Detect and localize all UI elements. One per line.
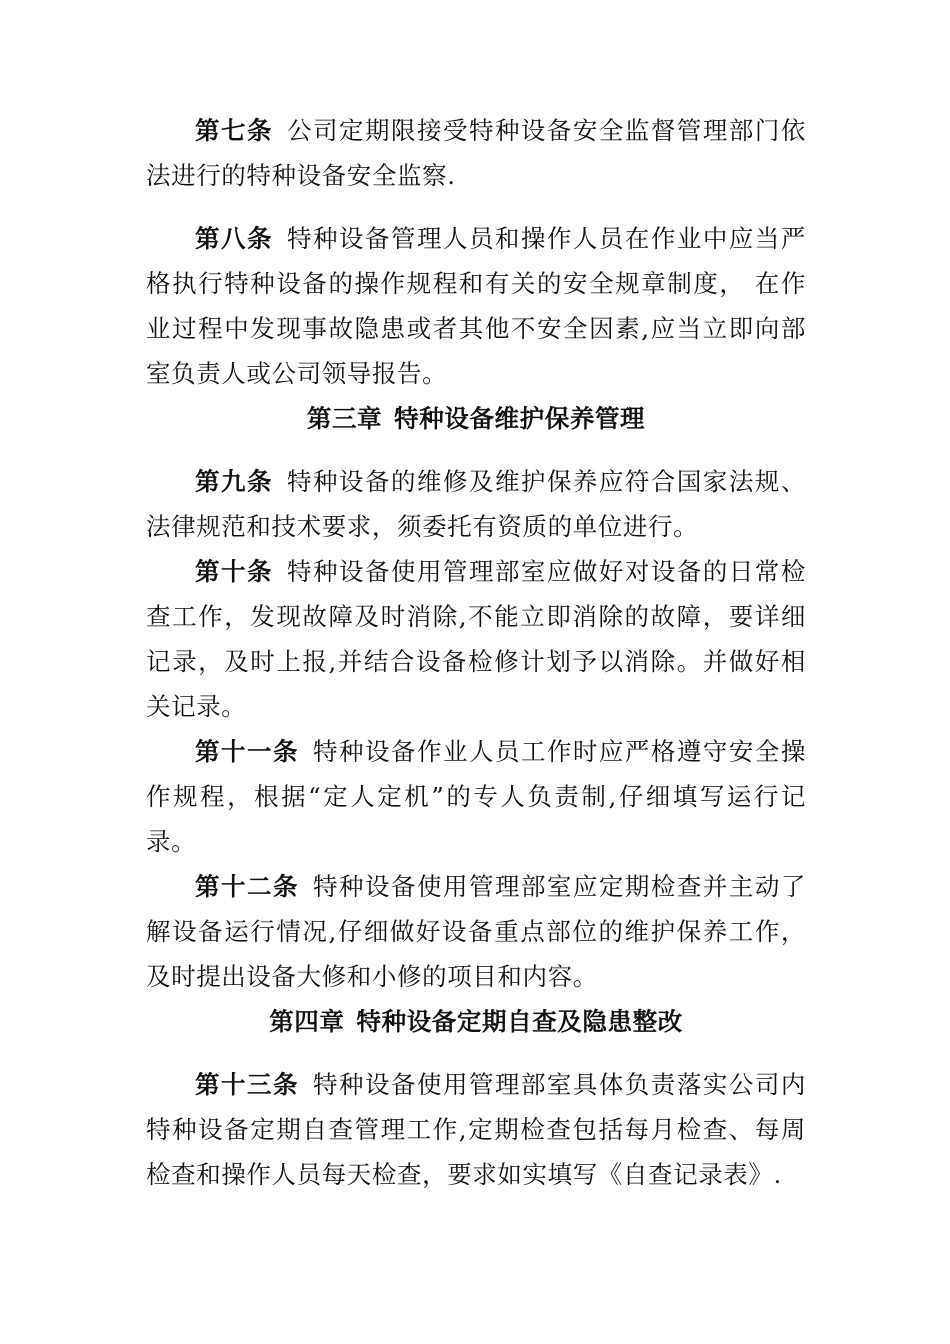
article-7 bbox=[146, 108, 806, 198]
article-12 bbox=[146, 864, 806, 999]
article-number: 第十二条 bbox=[195, 872, 299, 901]
article-text: 特种设备作业人员工作时应严格遵守安全操作规程，根据“定人定机”的专人负责制,仔细填写运行记录。 bbox=[146, 737, 806, 856]
article-number: 第七条 bbox=[195, 116, 273, 145]
article-number: 第八条 bbox=[195, 224, 273, 253]
article-number: 第十条 bbox=[195, 557, 273, 586]
chapter-title: 特种设备维护保养管理 bbox=[394, 404, 646, 433]
article-text: 公司定期限接受特种设备安全监督管理部门依法进行的特种设备安全监察. bbox=[146, 116, 806, 190]
chapter-number: 第四章 bbox=[269, 1007, 345, 1036]
article-text: 特种设备的维修及维护保养应符合国家法规、法律规范和技术要求，须委托有资质的单位进行。 bbox=[146, 467, 806, 541]
article-8 bbox=[146, 216, 806, 396]
article-11 bbox=[146, 729, 806, 864]
article-13 bbox=[146, 1062, 806, 1197]
article-text: 特种设备使用管理部室应做好对设备的日常检查工作，发现故障及时消除,不能立即消除的故障，要详细记录，及时上报,并结合设备检修计划予以消除。并做好相关记录。 bbox=[146, 557, 806, 721]
article-text: 特种设备使用管理部室具体负责落实公司内特种设备定期自查管理工作,定期检查包括每月检查、每周检查和操作人员每天检查，要求如实填写《自查记录表》. bbox=[146, 1070, 806, 1189]
chapter-heading-4 bbox=[146, 999, 806, 1044]
chapter-title: 特种设备定期自查及隐患整改 bbox=[356, 1007, 683, 1036]
article-text: 特种设备管理人员和操作人员在作业中应当严格执行特种设备的操作规程和有关的安全规章制度， 在作业过程中发现事故隐患或者其他不安全因素,应当立即向部室负责人或公司领导报告。 bbox=[146, 224, 806, 388]
article-number: 第十一条 bbox=[195, 737, 299, 766]
article-number: 第十三条 bbox=[195, 1070, 299, 1099]
article-9 bbox=[146, 459, 806, 549]
chapter-heading-3 bbox=[146, 396, 806, 441]
article-number: 第九条 bbox=[195, 467, 273, 496]
chapter-number: 第三章 bbox=[306, 404, 383, 433]
article-10 bbox=[146, 549, 806, 729]
article-text: 特种设备使用管理部室应定期检查并主动了解设备运行情况,仔细做好设备重点部位的维护保养工作，及时提出设备大修和小修的项目和内容。 bbox=[146, 872, 806, 991]
document-body bbox=[146, 108, 806, 1197]
